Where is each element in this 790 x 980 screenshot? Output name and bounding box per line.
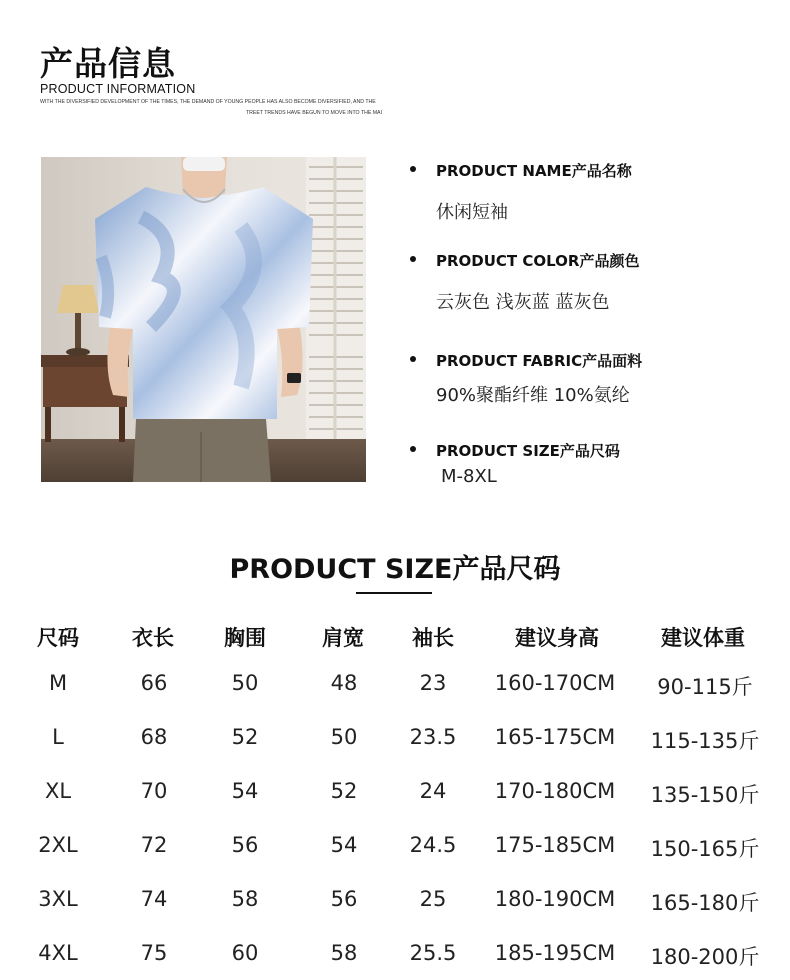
table-cell: 54 xyxy=(330,833,358,857)
table-cell: 185-195CM xyxy=(494,941,616,965)
spec-label: PRODUCT SIZE产品尺码 xyxy=(436,442,620,460)
col-header: 袖长 xyxy=(412,626,454,650)
spec-value: 云灰色 浅灰蓝 蓝灰色 xyxy=(436,292,610,313)
table-cell: 60 xyxy=(231,941,259,965)
subtitle-line-1: WITH THE DIVERSIFIED DEVELOPMENT OF THE TIMES, THE DEMAND OF YOUNG PEOPLE HAS ALSO BECOME DIVERSIFIED, AND THE xyxy=(40,99,376,105)
table-cell: 170-180CM xyxy=(494,779,616,803)
table-cell: 23 xyxy=(419,671,447,695)
bullet-dot-icon xyxy=(410,446,416,452)
table-cell: 56 xyxy=(330,887,358,911)
bullet-dot-icon xyxy=(410,356,416,362)
table-cell: 48 xyxy=(330,671,358,695)
table-cell: 180-190CM xyxy=(494,887,616,911)
table-cell: 90-115斤 xyxy=(657,675,753,699)
table-cell: 180-200斤 xyxy=(650,945,760,969)
table-cell: L xyxy=(52,725,64,749)
product-photo xyxy=(41,157,366,482)
table-cell: 135-150斤 xyxy=(650,783,760,807)
table-cell: 74 xyxy=(140,887,168,911)
table-cell: 3XL xyxy=(38,887,78,911)
table-cell: M xyxy=(48,671,68,695)
table-cell: 52 xyxy=(330,779,358,803)
title-cn: 产品信息 xyxy=(40,44,176,83)
title-en: PRODUCT INFORMATION xyxy=(40,82,196,96)
col-header: 建议体重 xyxy=(661,626,745,650)
table-cell: 66 xyxy=(140,671,168,695)
col-header: 建议身高 xyxy=(515,626,599,650)
table-cell: 68 xyxy=(140,725,168,749)
table-cell: 58 xyxy=(330,941,358,965)
table-cell: 75 xyxy=(140,941,168,965)
title-underline xyxy=(356,592,432,594)
col-header: 肩宽 xyxy=(322,626,364,650)
size-section-title: PRODUCT SIZE产品尺码 xyxy=(229,554,561,585)
table-cell: 72 xyxy=(140,833,168,857)
table-cell: XL xyxy=(44,779,72,803)
table-cell: 58 xyxy=(231,887,259,911)
table-cell: 25 xyxy=(419,887,447,911)
subtitle-line-2: TREET TRENDS HAVE BEGUN TO MOVE INTO THE MAI xyxy=(246,110,382,116)
col-header: 衣长 xyxy=(132,626,174,650)
table-cell: 24.5 xyxy=(409,833,457,857)
table-cell: 52 xyxy=(231,725,259,749)
table-cell: 50 xyxy=(330,725,358,749)
table-cell: 24 xyxy=(419,779,447,803)
table-cell: 165-180斤 xyxy=(650,891,760,915)
table-cell: 165-175CM xyxy=(494,725,616,749)
spec-value: M-8XL xyxy=(441,466,497,487)
table-cell: 175-185CM xyxy=(494,833,616,857)
table-cell: 23.5 xyxy=(409,725,457,749)
table-cell: 2XL xyxy=(38,833,78,857)
col-header: 尺码 xyxy=(37,626,79,650)
table-cell: 54 xyxy=(231,779,259,803)
spec-value: 休闲短袖 xyxy=(436,202,508,223)
table-cell: 56 xyxy=(231,833,259,857)
table-cell: 160-170CM xyxy=(494,671,616,695)
bullet-dot-icon xyxy=(410,256,416,262)
table-cell: 25.5 xyxy=(409,941,457,965)
table-cell: 70 xyxy=(140,779,168,803)
spec-label: PRODUCT COLOR产品颜色 xyxy=(436,252,640,270)
table-cell: 50 xyxy=(231,671,259,695)
spec-label: PRODUCT FABRIC产品面料 xyxy=(436,352,643,370)
table-cell: 150-165斤 xyxy=(650,837,760,861)
bullet-dot-icon xyxy=(410,166,416,172)
spec-label: PRODUCT NAME产品名称 xyxy=(436,162,632,180)
table-cell: 4XL xyxy=(38,941,78,965)
spec-value: 90%聚酯纤维 10%氨纶 xyxy=(436,385,630,406)
table-cell: 115-135斤 xyxy=(650,729,760,753)
col-header: 胸围 xyxy=(224,626,266,650)
